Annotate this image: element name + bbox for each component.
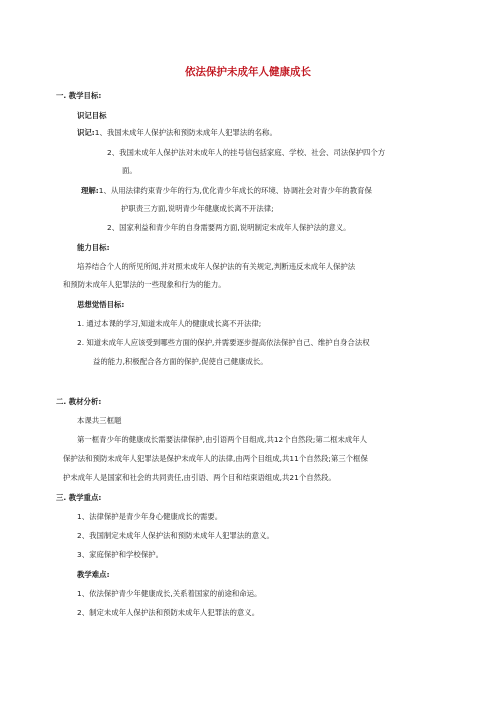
analysis-text-2b: 保护法和预防未成年人犯罪法是保护未成年人的法律,由两个目组成,共11个自然段;第三个框保 (63, 454, 368, 463)
recognize-text-2a: 2、我国未成年人保护法对未成年人的挂号信包括家庭、学校、社会、司法保护四个方 (107, 148, 386, 157)
analysis-text-2c: 护未成年人是国家和社会的共同责任,由引语、两个目和结束语组成,共21个自然段。 (63, 473, 336, 482)
section-heading-analysis: 二. 教材分析: (56, 397, 102, 406)
understand-text-2: 2、国家利益和青少年的自身需要两方面,说明制定未成年人保护法的意义。 (107, 223, 351, 232)
subheading-recognize: 识记目标 (77, 111, 107, 120)
recognize-item-1 (77, 128, 277, 138)
subheading-thought: 思想觉悟目标: (77, 300, 125, 309)
understand-text-1b: 护职责三方面,说明青少年健康成长离不开法律; (121, 204, 274, 213)
recognize-text-1: 1、我国未成年人保护法和预防未成年人犯罪法的名称。 (94, 128, 277, 137)
key-point-2: 2、我国制定未成年人保护法和预防未成年人犯罪法的意义。 (77, 531, 274, 540)
understand-item-1 (81, 186, 372, 196)
recognize-text-2b: 面。 (122, 166, 137, 175)
analysis-text-1: 本课共三框题 (77, 416, 122, 425)
thought-item-1: 1. 通过本课的学习,知道未成年人的健康成长离不开法律; (77, 319, 262, 328)
analysis-text-2a: 第一框青少年的健康成长需要法律保护,由引语两个目组成,共12个自然段;第二框未成年人 (77, 435, 368, 444)
ability-text-a: 培养结合个人的所见所闻,并对照未成年人保护法的有关规定,判断违反未成年人保护法 (77, 262, 356, 271)
document-title: 依法保护未成年人健康成长 (185, 66, 311, 78)
understand-label: 理解: (81, 186, 99, 195)
subheading-difficulties: 教学难点: (77, 570, 110, 579)
recognize-label: 识记: (77, 128, 95, 137)
ability-text-b: 和预防未成年人犯罪法的一些现象和行为的能力。 (63, 280, 226, 289)
section-heading-objectives: 一. 教学目标: (56, 91, 102, 100)
subheading-ability: 能力目标: (77, 243, 110, 252)
key-point-3: 3、家庭保护和学校保护。 (77, 550, 164, 559)
thought-item-2b: 益的能力,积极配合各方面的保护,促使自己健康成长。 (93, 357, 268, 366)
difficulty-2: 2、制定未成年人保护法和预防未成年人犯罪法的意义。 (77, 608, 260, 617)
difficulty-1: 1、依法保护青少年健康成长,关系着国家的前途和命运。 (77, 589, 262, 598)
key-point-1: 1、法律保护是青少年身心健康成长的需要。 (77, 512, 223, 521)
thought-item-2a: 2. 知道未成年人应该受到哪些方面的保护,并需要逐步提高依法保护自己、维护自身合法权 (77, 338, 370, 347)
understand-text-1a: 1、从用法律约束青少年的行为,优化青少年成长的环境、协调社会对青少年的教育保 (98, 186, 372, 195)
section-heading-key-points: 三. 教学重点: (56, 493, 102, 502)
